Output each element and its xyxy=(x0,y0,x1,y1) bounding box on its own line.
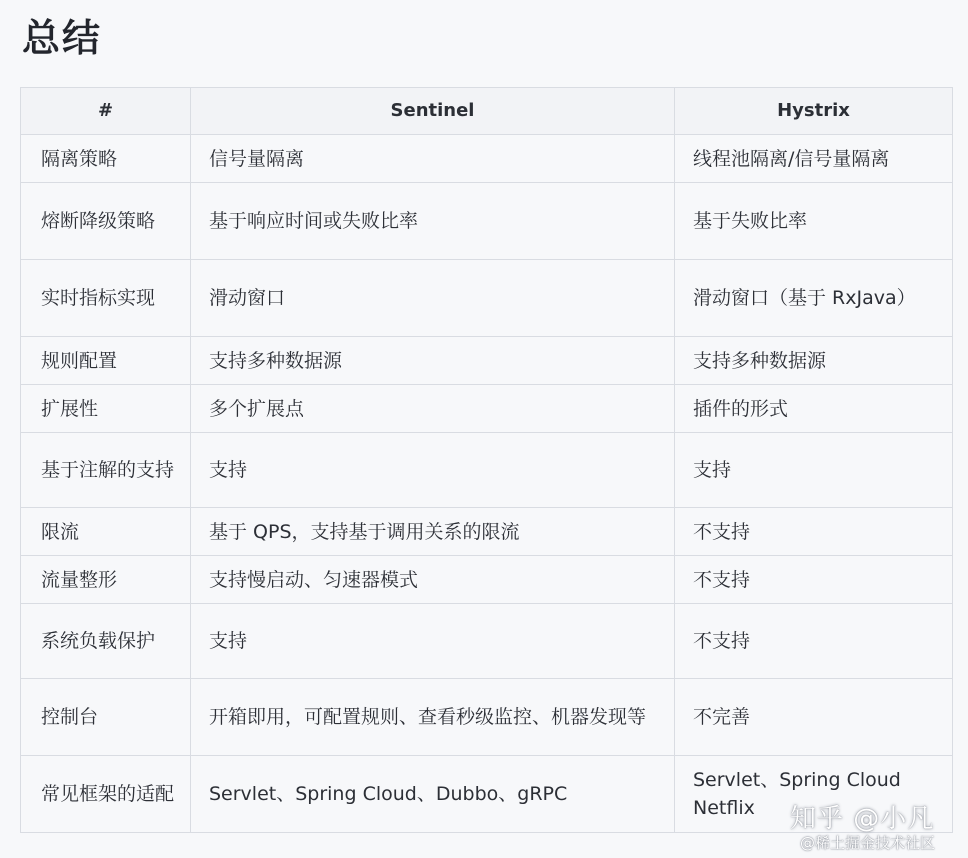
table-header-row xyxy=(21,88,953,135)
sentinel-cell: 支持 xyxy=(191,604,675,679)
sentinel-cell: 支持多种数据源 xyxy=(191,337,675,385)
page-title: 总结 xyxy=(22,16,103,60)
feature-cell: 流量整形 xyxy=(21,556,191,604)
feature-cell: 系统负载保护 xyxy=(21,604,191,679)
hystrix-cell: 插件的形式 xyxy=(675,385,953,433)
feature-cell: 实时指标实现 xyxy=(21,260,191,337)
feature-cell: 基于注解的支持 xyxy=(21,433,191,508)
sentinel-cell: 开箱即用，可配置规则、查看秒级监控、机器发现等 xyxy=(191,679,675,756)
hystrix-cell: 基于失败比率 xyxy=(675,183,953,260)
comparison-table xyxy=(20,87,953,833)
hystrix-cell: 不支持 xyxy=(675,508,953,556)
feature-cell: 扩展性 xyxy=(21,385,191,433)
feature-cell: 规则配置 xyxy=(21,337,191,385)
hystrix-cell: 不支持 xyxy=(675,604,953,679)
sentinel-cell: 支持 xyxy=(191,433,675,508)
table-row xyxy=(21,508,953,556)
table-row xyxy=(21,433,953,508)
hystrix-cell: 不支持 xyxy=(675,556,953,604)
table-row xyxy=(21,556,953,604)
table-row xyxy=(21,337,953,385)
table-row xyxy=(21,385,953,433)
table-row xyxy=(21,183,953,260)
sentinel-cell: 滑动窗口 xyxy=(191,260,675,337)
feature-cell: 控制台 xyxy=(21,679,191,756)
feature-cell: 限流 xyxy=(21,508,191,556)
zhihu-watermark: 知乎 @小凡 xyxy=(790,804,935,834)
feature-cell: 熔断降级策略 xyxy=(21,183,191,260)
sentinel-cell: Servlet、Spring Cloud、Dubbo、gRPC xyxy=(191,756,675,833)
table-row xyxy=(21,260,953,337)
hystrix-cell: 支持 xyxy=(675,433,953,508)
table-row xyxy=(21,135,953,183)
sentinel-cell: 多个扩展点 xyxy=(191,385,675,433)
header-index: # xyxy=(21,88,191,135)
table-row xyxy=(21,604,953,679)
hystrix-cell: 滑动窗口（基于 RxJava） xyxy=(675,260,953,337)
hystrix-cell: Servlet、Spring Cloud Netflix xyxy=(675,756,953,833)
hystrix-cell: 线程池隔离/信号量隔离 xyxy=(675,135,953,183)
feature-cell: 常见框架的适配 xyxy=(21,756,191,833)
juejin-watermark: @稀土掘金技术社区 xyxy=(800,834,936,852)
hystrix-cell: 不完善 xyxy=(675,679,953,756)
header-hystrix: Hystrix xyxy=(675,88,953,135)
sentinel-cell: 信号量隔离 xyxy=(191,135,675,183)
sentinel-cell: 基于响应时间或失败比率 xyxy=(191,183,675,260)
sentinel-cell: 基于 QPS，支持基于调用关系的限流 xyxy=(191,508,675,556)
header-sentinel: Sentinel xyxy=(191,88,675,135)
sentinel-cell: 支持慢启动、匀速器模式 xyxy=(191,556,675,604)
feature-cell: 隔离策略 xyxy=(21,135,191,183)
table-row xyxy=(21,679,953,756)
hystrix-cell: 支持多种数据源 xyxy=(675,337,953,385)
